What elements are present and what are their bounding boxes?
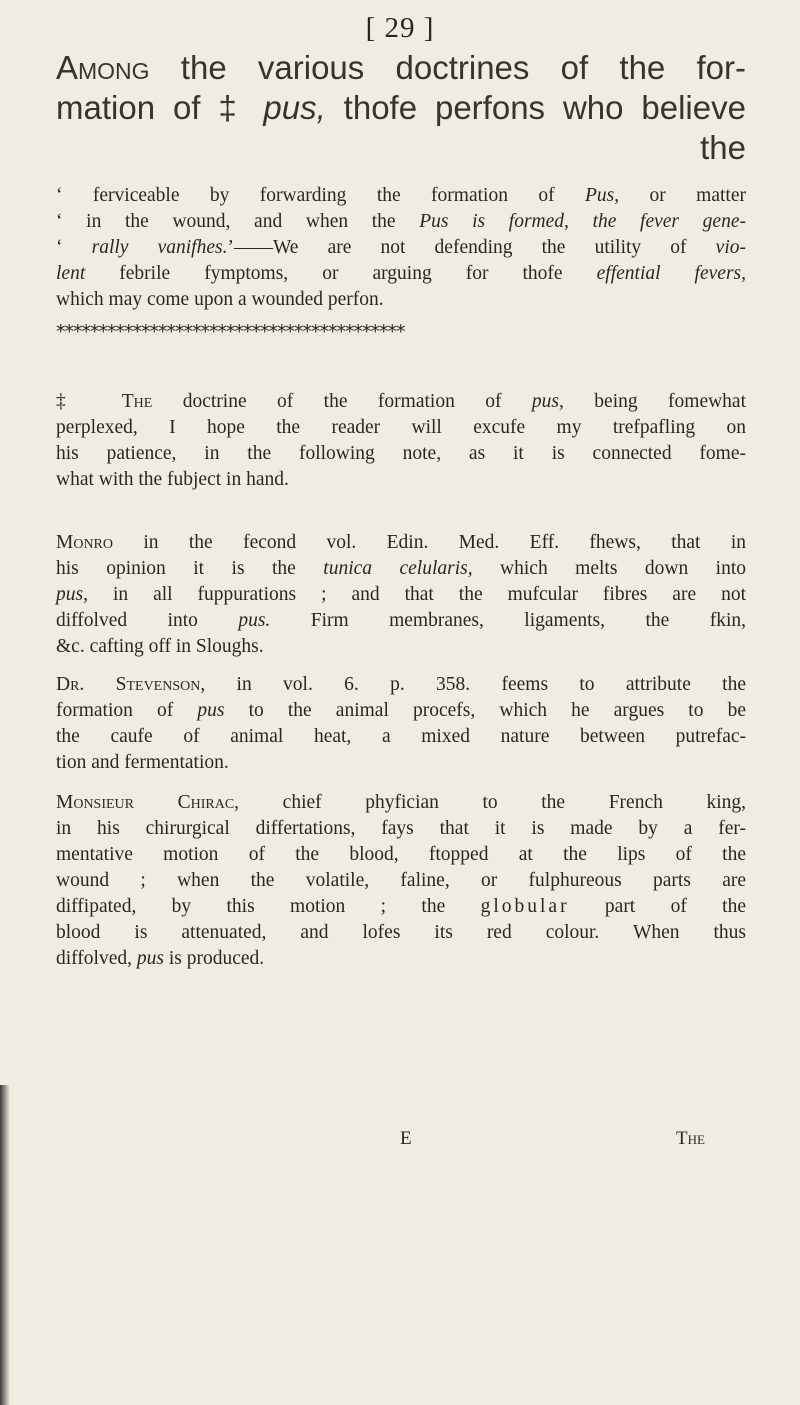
footnote-mark: ‡ [56,391,122,412]
note-line: pus, in all fuppurations ; and that the mufcular fibres are not [56,584,746,605]
note-line: diffolved into pus. Firm membranes, ligaments, the fkin, [56,610,746,631]
quote-line: lent febrile fymptoms, or arguing for thofe effential fevers, [56,263,746,284]
note-line: ‡ The doctrine of the formation of pus, being fomewhat [56,391,747,412]
note-line: diffolved, pus is produced. [56,948,265,969]
note-line: tion and fermentation. [56,752,229,773]
quote-line: ‘ ferviceable by forwarding the formation of Pus, or matter [56,185,746,206]
signature-mark: E [400,1128,412,1149]
note-line: wound ; when the volatile, faline, or fulphureous parts are [56,870,746,891]
main-line-2: mation of ‡ pus, thofe perfons who believe [56,89,746,126]
note-line: Monro in the fecond vol. Edin. Med. Eff. fhews, that in [56,532,746,553]
note-line: what with the fubject in hand. [56,469,289,490]
quote-line: ‘ in the wound, and when the Pus is formed, the fever gene- [56,211,746,232]
note-line: &c. cafting off in Sloughs. [56,636,264,657]
quote-line: which may come upon a wounded perfon. [56,289,384,310]
footnote-mark: ‡ [218,89,264,126]
drop-word: Among [56,49,150,86]
page-number: [ 29 ] [365,12,435,44]
note-line: formation of pus to the animal procefs, which he argues to be [56,700,746,721]
main-line-3: the [700,129,746,166]
note-line: in his chirurgical differtations, fays that it is made by a fer- [56,818,746,839]
main-line-1: Among the various doctrines of the for- [56,49,746,86]
note-line: diffipated, by this motion ; the globular part of the [56,896,746,917]
note-line: Dr. Stevenson, in vol. 6. p. 358. feems to attribute the [56,674,746,695]
note-line: Monsieur Chirac, chief phyfician to the French king, [56,792,746,813]
note-line: the caufe of animal heat, a mixed nature between putrefac- [56,726,746,747]
note-line: blood is attenuated, and lofes its red colour. When thus [56,922,746,943]
note-line: his opinion it is the tunica celularis, which melts down into [56,558,746,579]
note-line: perplexed, I hope the reader will excufe my trefpafling on [56,417,746,438]
page-edge-shadow [0,1085,10,1405]
note-line: mentative motion of the blood, ftopped at the lips of the [56,844,746,865]
note-line: his patience, in the following note, as it is connected fome- [56,443,746,464]
quote-line: ‘ rally vanifhes.’——We are not defending the utility of vio- [56,237,746,258]
separator-stars: ***************************************** [56,321,405,343]
catchword: The [676,1128,705,1149]
